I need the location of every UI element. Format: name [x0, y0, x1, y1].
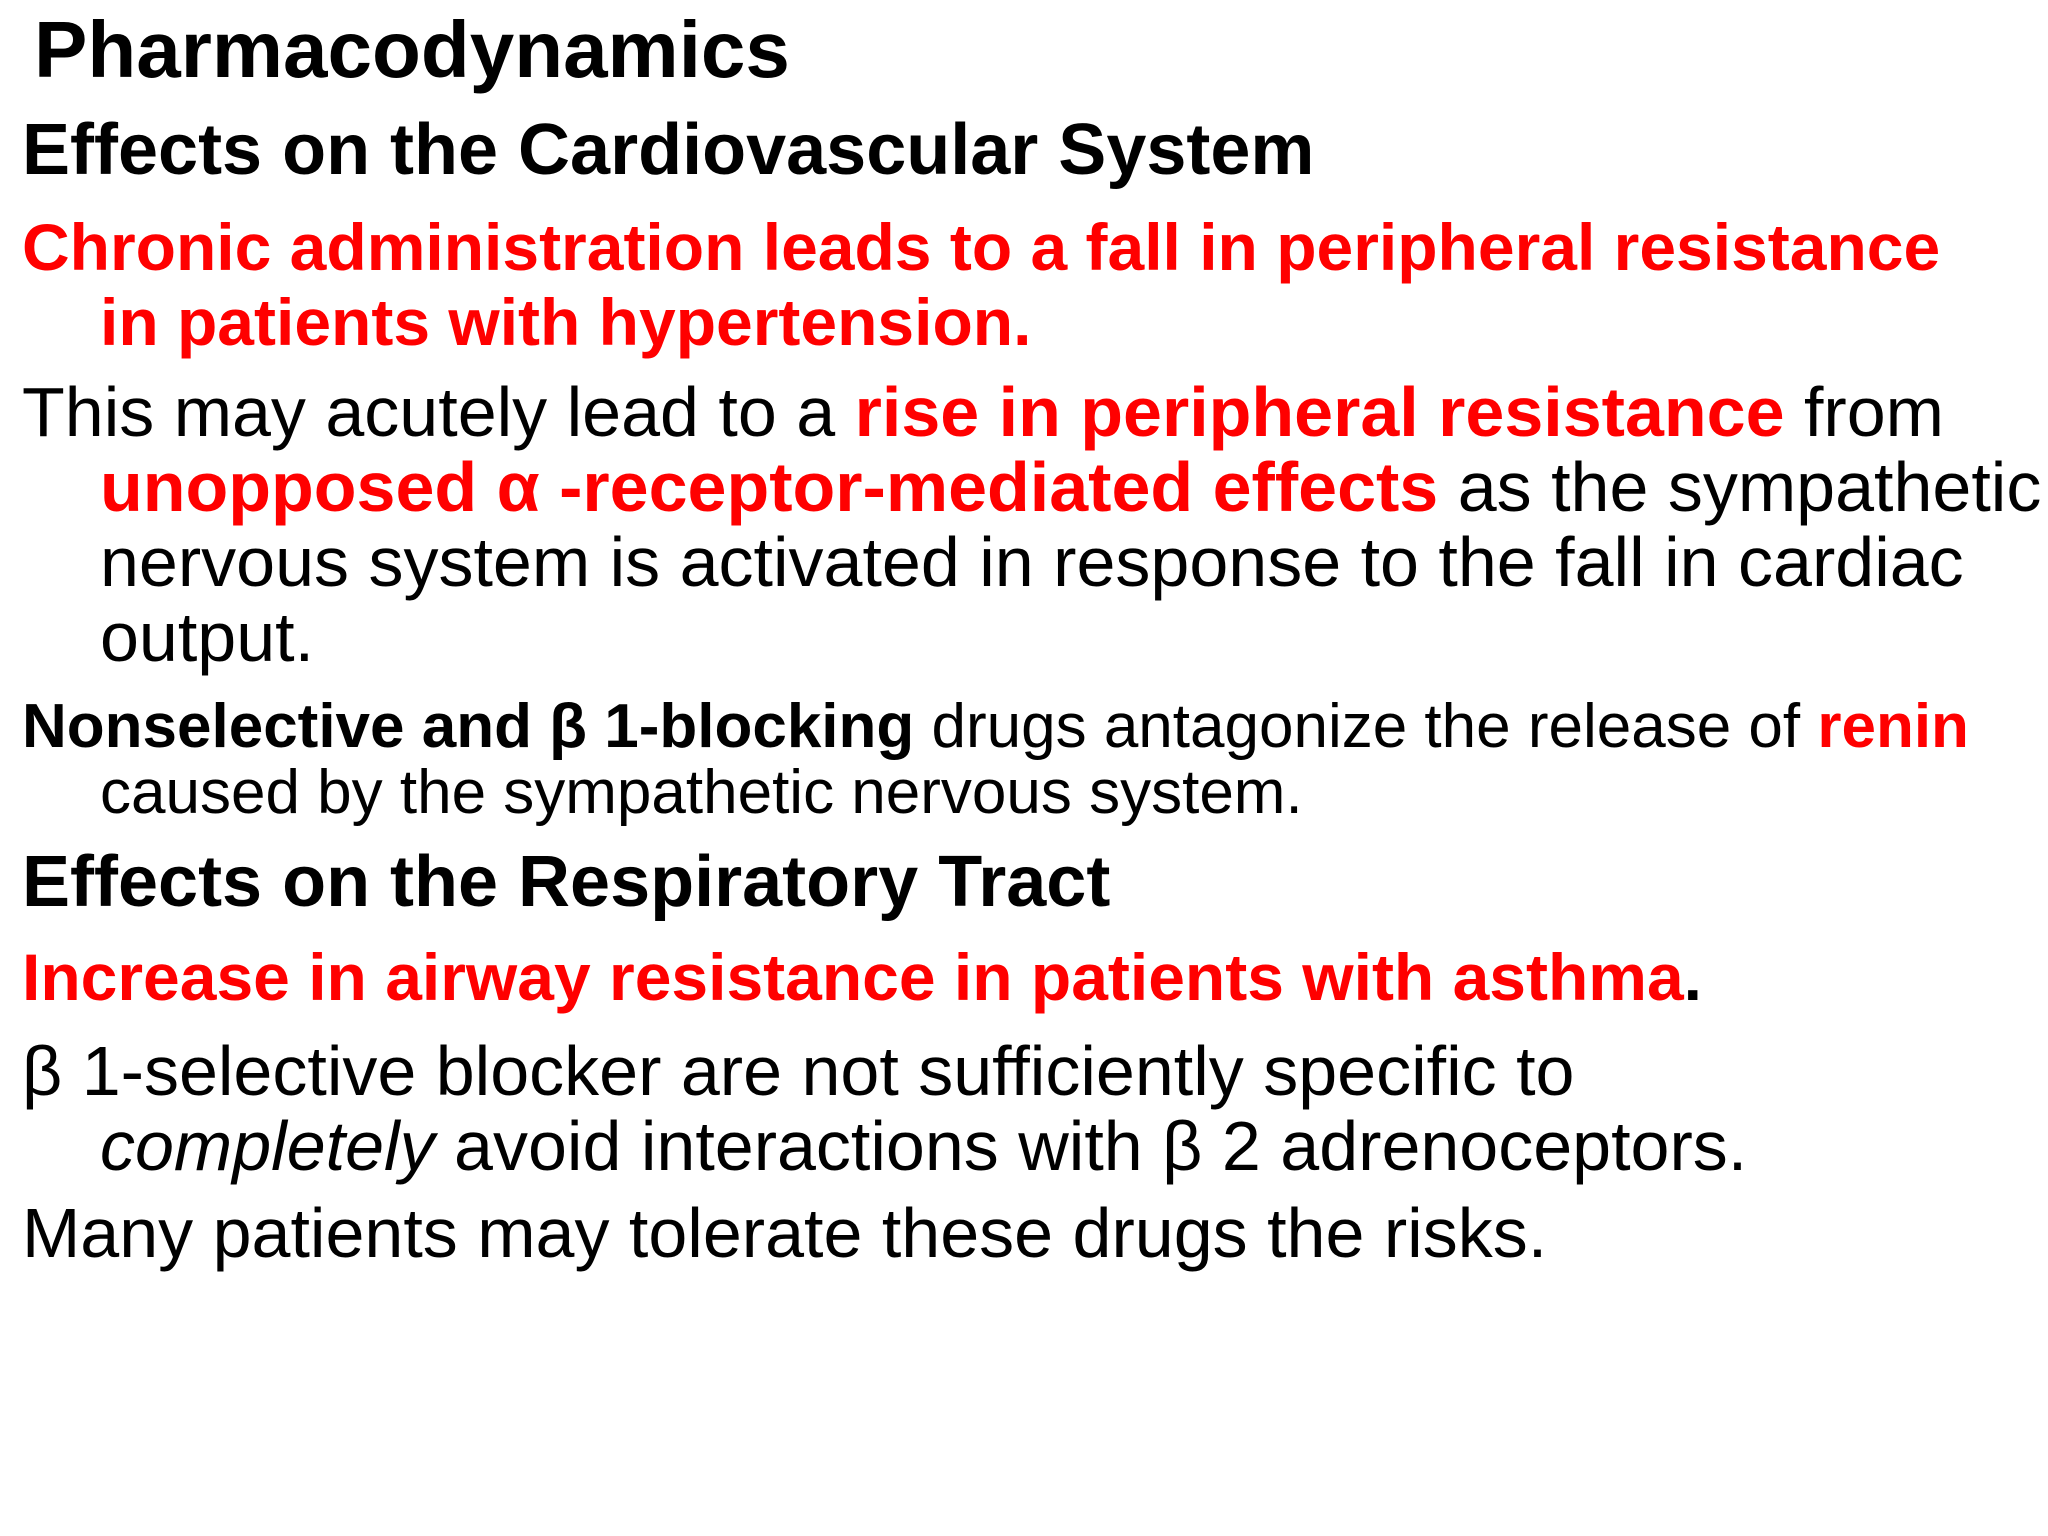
page-title: Pharmacodynamics [34, 5, 790, 94]
selective-text-2: avoid interactions with β 2 adrenoceptors. [434, 1107, 1748, 1185]
acute-effect-paragraph [22, 375, 2048, 675]
acute-highlight-unopposed: unopposed α -receptor-mediated effects [100, 448, 1439, 526]
renin-text-2: caused by the sympathetic nervous system. [100, 758, 1303, 827]
airway-resistance-text: Increase in airway resistance in patients with asthma [22, 940, 1684, 1014]
selective-text-1: β 1-selective blocker are not sufficiently specific to [22, 1032, 1575, 1110]
cardiovascular-heading: Effects on the Cardiovascular System [22, 110, 1315, 190]
airway-resistance-paragraph [22, 940, 2048, 1015]
acute-text-3: as the sympathetic nervous system is activated in response to the fall in cardiac output. [100, 448, 2042, 676]
respiratory-heading: Effects on the Respiratory Tract [22, 842, 1111, 922]
chronic-administration-text: Chronic administration leads to a fall in peripheral resistance in patients with hypertension. [22, 210, 1941, 359]
renin-paragraph [22, 694, 2048, 826]
selective-italic: completely [100, 1107, 435, 1185]
renin-text-1: drugs antagonize the release of [914, 692, 1818, 761]
renin-bold-lead: Nonselective and β 1-blocking [22, 692, 915, 761]
airway-resistance-period: . [1683, 940, 1703, 1014]
acute-text-1: This may acutely lead to a [22, 373, 855, 451]
selective-blocker-paragraph [22, 1034, 1880, 1184]
acute-text-2: from [1784, 373, 1944, 451]
renin-highlight: renin [1817, 692, 1969, 761]
acute-highlight-rise: rise in peripheral resistance [854, 373, 1785, 451]
tolerate-paragraph: Many patients may tolerate these drugs the risks. [22, 1194, 1548, 1272]
